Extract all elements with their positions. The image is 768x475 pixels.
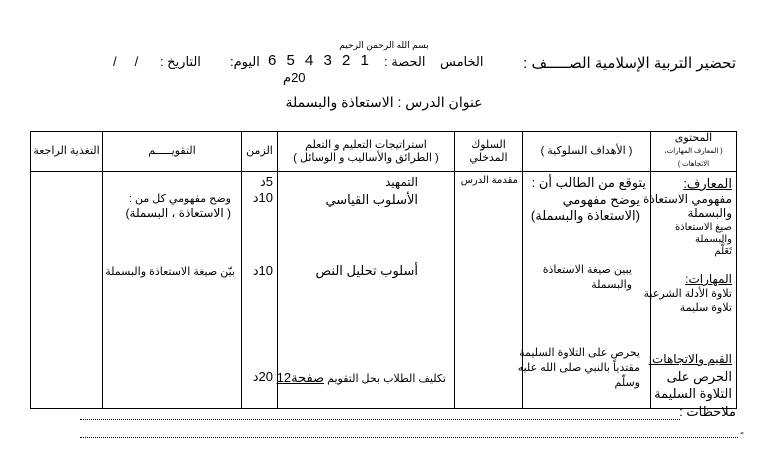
table-header-row [31, 132, 737, 172]
objective-3-line-1: يحرص على التلاوة السليمة [519, 347, 640, 359]
learn-label: تَعَلَّم [714, 246, 732, 257]
time-3: 20د [252, 369, 273, 384]
evaluation-cell [103, 172, 242, 409]
col-strategies-label: استراتيجات التعليم و التعلم [305, 138, 427, 151]
lesson-plan-table [30, 131, 737, 409]
objective-3-line-3: وسلّم [614, 377, 640, 389]
skills-line-1: تلاوة الأدلة الشرعية [643, 288, 732, 300]
knowledge-line-1: مفهومي الاستعاذة [643, 192, 732, 206]
notes-dash: - [740, 425, 744, 439]
objective-1-line-1: يوضح مفهومي [562, 192, 640, 207]
periods-list: 6 5 4 3 2 1 [268, 52, 372, 69]
basmala: بسم الله الرحمن الرحيم [339, 40, 429, 50]
evaluation-2: بيّن صيغة الاستعاذة والبسملة [105, 266, 235, 278]
strategy-3-page: صفحة12 [276, 370, 325, 385]
values-line-2: التلاوة السليمة [654, 386, 732, 401]
col-strategies-sub: ( الطرائق والأساليب و الوسائل ) [293, 151, 439, 164]
notes-line-1 [80, 419, 680, 420]
col-evaluation: التقويـــــم [103, 132, 242, 172]
knowledge-line-2: والبسملة [687, 206, 732, 220]
col-time: الزمن [242, 132, 278, 172]
objective-2-line-2: والبسملة [591, 279, 632, 291]
objectives-intro: يتوقع من الطالب أن : [531, 175, 646, 190]
objectives-cell [517, 172, 651, 409]
time-1: 10د [252, 190, 273, 205]
notes-label: ملاحظات : [679, 404, 736, 419]
col-feedback: التغذية الراجعة [31, 132, 103, 172]
notes-line-2 [80, 437, 738, 438]
strategies-cell [278, 172, 455, 409]
formula-line-2: والبسملة [694, 234, 732, 245]
date-label: التاريخ : / / [113, 54, 201, 69]
strategy-3-text: تكليف الطلاب بحل التقويم [327, 373, 446, 385]
strategy-2: أسلوب تحليل النص [315, 263, 418, 278]
session-label: الحصة : [384, 54, 426, 69]
formula-line-1: صيغ الاستعاذة [674, 222, 732, 233]
strategy-1: الأسلوب القياسي [325, 192, 418, 207]
values-heading: القيم والاتجاهات: [648, 352, 732, 366]
feedback-cell [31, 172, 103, 409]
knowledge-heading: المعارف: [683, 176, 732, 191]
page-title: تحضير التربية الإسلامية الصـــــف : [523, 55, 736, 72]
col-objectives: ( الأهداف السلوكية ) [523, 132, 651, 172]
objective-3-line-2: مقتدياً بالنبي صلى الله عليه [517, 362, 640, 374]
grade-value: الخامس [440, 54, 484, 69]
time-cell [242, 172, 278, 409]
evaluation-1-line-1: وضح مفهومي كل من : [128, 193, 231, 205]
table-row [31, 172, 737, 409]
col-entry: السلوك المدخلي [455, 132, 523, 172]
skills-line-2: تلاوة سليمة [679, 302, 732, 314]
entry-text: مقدمة الدرس [460, 175, 518, 186]
content-cell [643, 172, 737, 409]
objective-1-line-2: (الاستعاذة والبسملة) [530, 208, 640, 223]
time-2: 10د [252, 263, 273, 278]
skills-heading: المهارات: [685, 272, 732, 286]
strategy-intro: التمهيد [385, 175, 418, 189]
lesson-title: عنوان الدرس : الاستعاذة والبسملة [285, 94, 483, 110]
strategy-3 [277, 370, 446, 386]
entry-cell [455, 172, 523, 409]
year-label: 20م [283, 70, 306, 85]
col-content [651, 132, 737, 172]
time-intro: 5د [259, 174, 273, 189]
col-content-label: المحتوى [674, 132, 713, 144]
values-line-1: الحرص على [666, 369, 732, 384]
col-strategies [278, 132, 455, 172]
col-content-sub: ( المعارف المهارات، الاتجاهات ) [664, 148, 723, 168]
objective-2-line-1: يبين صيغة الاستعاذة [542, 264, 632, 276]
evaluation-1-line-2: ( الاستعاذة ، البسملة) [125, 206, 231, 220]
day-label: اليوم: [230, 54, 260, 69]
